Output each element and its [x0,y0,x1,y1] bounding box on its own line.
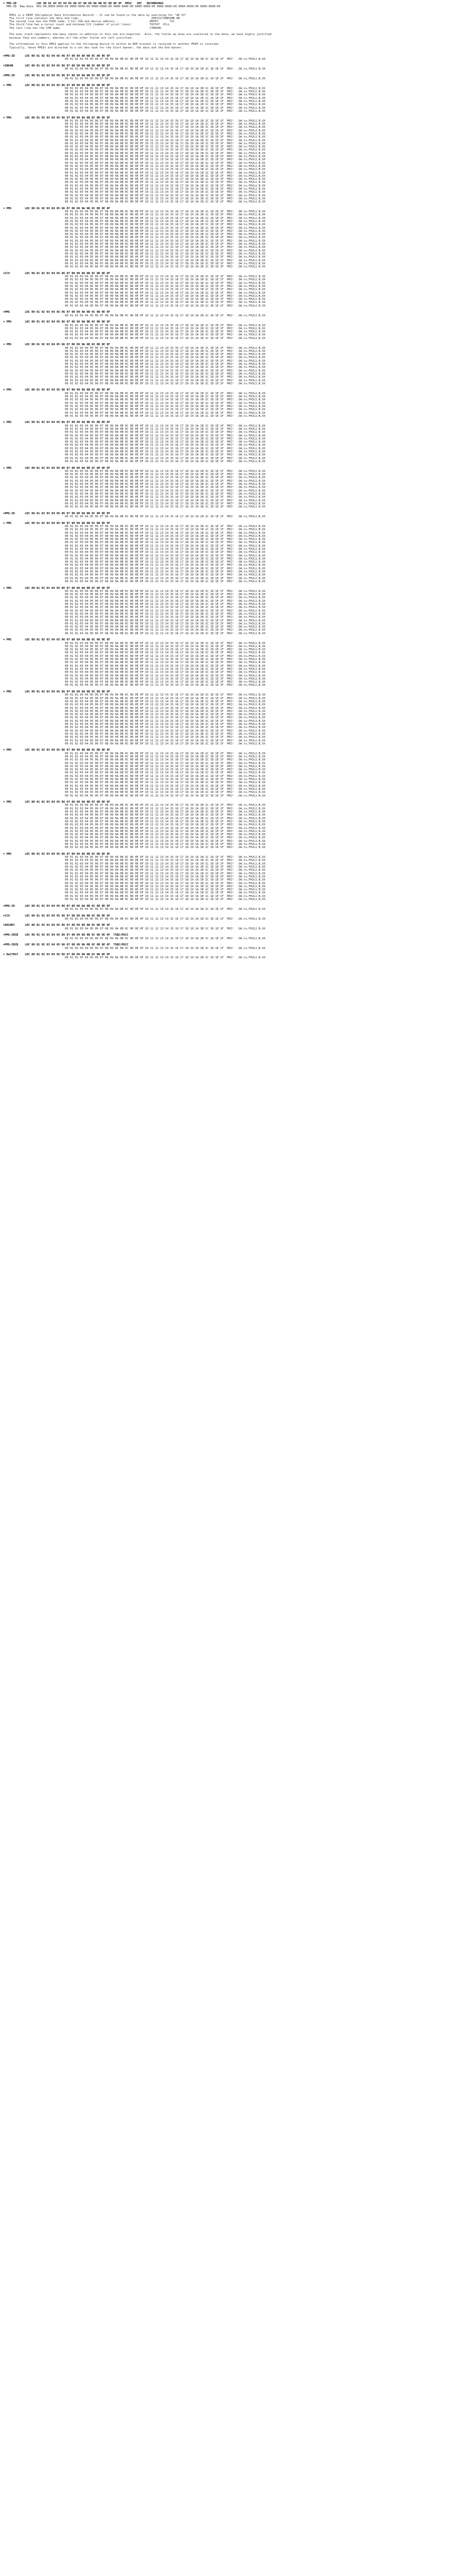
hex-row: 00 01 02 03 04 05 06 07 08 09 0A 0B 0C 0D 0E 0F 10 11 12 13 14 15 16 17 18 19 1A 1B 1C 1D 1E 1F PRI! .OA.tu.FHJL1.B.XX [3,161,266,165]
hex-row: 00 01 02 03 04 05 06 07 08 09 0A 0B 0C 0D 0E 0F 10 11 12 13 14 15 16 17 18 19 1A 1B 1C 1D 1E 1F PRI! .OA.tu.FHJL1.B.XX [3,894,266,898]
hex-row: 00 01 02 03 04 05 06 07 08 09 0A 0B 0C 0D 0E 0F 10 11 12 13 14 15 16 17 18 19 1A 1B 1C 1D 1E 1F PRI! .OA.tu.FHJL1.B.XX [3,460,266,463]
record-header: = PMS LOC 00 01 02 03 04 05 06 07 08 09 0A 0B 0C 0D 0E 0F [3,421,114,425]
record-header: =PMS-IDCB LOC 00 01 02 03 04 05 06 07 08 09 0A 0B 0C 0D 0E 0F TSB2/MSCC [3,934,129,937]
hex-row: 00 01 02 03 04 05 06 07 08 09 0A 0B 0C 0D 0E 0F 10 11 12 13 14 15 16 17 18 19 1A 1B 1C 1D 1E 1F PRI! .OA.tu.FHJL1.B.XX [3,93,266,97]
hex-row: 00 01 02 03 04 05 06 07 08 09 0A 0B 0C 0D 0E 0F 10 11 12 13 14 15 16 17 18 19 1A 1B 1C 1D 1E 1F PRI! .OA.tu.FHJL1.B.XX [3,103,266,107]
hex-row: 00 01 02 03 04 05 06 07 08 09 0A 0B 0C 0D 0E 0F 10 11 12 13 14 15 16 17 18 19 1A 1B 1C 1D 1E 1F PRI! .OA.tu.FHJL1.B.XX [3,603,266,606]
hex-row: 00 01 02 03 04 05 06 07 08 09 0A 0B 0C 0D 0E 0F 10 11 12 13 14 15 16 17 18 19 1A 1B 1C 1D 1E 1F PRI! .OA.tu.FHJL1.B.XX [3,499,266,502]
hex-row: 00 01 02 03 04 05 06 07 08 09 0A 0B 0C 0D 0E 0F 10 11 12 13 14 15 16 17 18 19 1A 1B 1C 1D 1E 1F PRI! .OA.tu.FHJL1.B.XX [3,681,266,684]
hex-row: 00 01 02 03 04 05 06 07 08 09 0A 0B 0C 0D 0E 0F 10 11 12 13 14 15 16 17 18 19 1A 1B 1C 1D 1E 1F PRI! .OA.tu.FHJL1.B.XX [3,846,266,850]
hex-row: 00 01 02 03 04 05 06 07 08 09 0A 0B 0C 0D 0E 0F 10 11 12 13 14 15 16 17 18 19 1A 1B 1C 1D 1E 1F PRI! .OA.tu.FHJL1.B.XX [3,392,266,395]
hex-row: 00 01 02 03 04 05 06 07 08 09 0A 0B 0C 0D 0E 0F 10 11 12 13 14 15 16 17 18 19 1A 1B 1C 1D 1E 1F PRI! .OA.tu.FHJL1.B.XX [3,304,266,308]
hex-row: 00 01 02 03 04 05 06 07 08 09 0A 0B 0C 0D 0E 0F 10 11 12 13 14 15 16 17 18 19 1A 1B 1C 1D 1E 1F PRI! .OA.tu.FHJL1.B.XX [3,567,266,570]
comment-line: The second line has the PSHS name, 3 bit CUA and device address... ENTRY: TIC [9,20,175,24]
hex-row: 00 01 02 03 04 05 06 07 08 09 0A 0B 0C 0D 0E 0F 10 11 12 13 14 15 16 17 18 19 1A 1B 1C 1D 1E 1F PRI! .OA.tu.FHJL1.B.XX [3,67,266,71]
hex-row: 00 01 02 03 04 05 06 07 08 09 0A 0B 0C 0D 0E 0F 10 11 12 13 14 15 16 17 18 19 1A 1B 1C 1D 1E 1F PRI! .OA.tu.FHJL1.B.XX [3,158,266,162]
hex-row: 00 01 02 03 04 05 06 07 08 09 0A 0B 0C 0D 0E 0F 10 11 12 13 14 15 16 17 18 19 1A 1B 1C 1D 1E 1F PRI! .OA.tu.FHJL1.B.XX [3,259,266,262]
hex-row: 00 01 02 03 04 05 06 07 08 09 0A 0B 0C 0D 0E 0F 10 11 12 13 14 15 16 17 18 19 1A 1B 1C 1D 1E 1F PRI! .OA.tu.FHJL1.B.XX [3,395,266,399]
record-header: = PMS LOC 00 01 02 03 04 05 06 07 08 09 0A 0B 0C 0D 0E 0F [3,343,114,347]
hex-row: 00 01 02 03 04 05 06 07 08 09 0A 0B 0C 0D 0E 0F 10 11 12 13 14 15 16 17 18 19 1A 1B 1C 1D 1E 1F PRI! .OA.tu.FHJL1.B.XX [3,589,266,593]
record-header: = PMS LOC 00 01 02 03 04 05 06 07 08 09 0A 0B 0C 0D 0E 0F [3,749,114,752]
hex-row: 00 01 02 03 04 05 06 07 08 09 0A 0B 0C 0D 0E 0F 10 11 12 13 14 15 16 17 18 19 1A 1B 1C 1D 1E 1F PRI! .OA.tu.FHJL1.B.XX [3,771,266,775]
hex-row: 00 01 02 03 04 05 06 07 08 09 0A 0B 0C 0D 0E 0F 10 11 12 13 14 15 16 17 18 19 1A 1B 1C 1D 1E 1F PRI! .OA.tu.FHJL1.B.XX [3,544,266,548]
hex-row: 00 01 02 03 04 05 06 07 08 09 0A 0B 0C 0D 0E 0F 10 11 12 13 14 15 16 17 18 19 1A 1B 1C 1D 1E 1F PRI! .OA.tu.FHJL1.B.XX [3,284,266,288]
hex-row: 00 01 02 03 04 05 06 07 08 09 0A 0B 0C 0D 0E 0F 10 11 12 13 14 15 16 17 18 19 1A 1B 1C 1D 1E 1F PRI! .OA.tu.FHJL1.B.XX [3,278,266,282]
hex-row: 00 01 02 03 04 05 06 07 08 09 0A 0B 0C 0D 0E 0F 10 11 12 13 14 15 16 17 18 19 1A 1B 1C 1D 1E 1F PRI! .OA.tu.FHJL1.B.XX [3,135,266,139]
hex-row: 00 01 02 03 04 05 06 07 08 09 0A 0B 0C 0D 0E 0F 10 11 12 13 14 15 16 17 18 19 1A 1B 1C 1D 1E 1F PRI! .OA.tu.FHJL1.B.XX [3,178,266,181]
hex-row: 00 01 02 03 04 05 06 07 08 09 0A 0B 0C 0D 0E 0F 10 11 12 13 14 15 16 17 18 19 1A 1B 1C 1D 1E 1F PRI! .OA.tu.FHJL1.B.XX [3,109,266,113]
hex-row: 00 01 02 03 04 05 06 07 08 09 0A 0B 0C 0D 0E 0F 10 11 12 13 14 15 16 17 18 19 1A 1B 1C 1D 1E 1F PRI! .OA.tu.FHJL1.B.XX [3,281,266,285]
hex-row: 00 01 02 03 04 05 06 07 08 09 0A 0B 0C 0D 0E 0F 10 11 12 13 14 15 16 17 18 19 1A 1B 1C 1D 1E 1F PRI! .OA.tu.FHJL1.B.XX [3,216,266,220]
hex-row: 00 01 02 03 04 05 06 07 08 09 0A 0B 0C 0D 0E 0F 10 11 12 13 14 15 16 17 18 19 1A 1B 1C 1D 1E 1F PRI! .OA.tu.FHJL1.B.XX [3,807,266,810]
hex-row: 00 01 02 03 04 05 06 07 08 09 0A 0B 0C 0D 0E 0F 10 11 12 13 14 15 16 17 18 19 1A 1B 1C 1D 1E 1F PRI! .OA.tu.FHJL1.B.XX [3,693,266,697]
hex-row: 00 01 02 03 04 05 06 07 08 09 0A 0B 0C 0D 0E 0F 10 11 12 13 14 15 16 17 18 19 1A 1B 1C 1D 1E 1F PRI! .OA.tu.FHJL1.B.XX [3,774,266,778]
hex-row: 00 01 02 03 04 05 06 07 08 09 0A 0B 0C 0D 0E 0F 10 11 12 13 14 15 16 17 18 19 1A 1B 1C 1D 1E 1F PRI! .OA.tu.FHJL1.B.XX [3,414,266,418]
hex-row: 00 01 02 03 04 05 06 07 08 09 0A 0B 0C 0D 0E 0F 10 11 12 13 14 15 16 17 18 19 1A 1B 1C 1D 1E 1F PRI! .OA.tu.FHJL1.B.XX [3,496,266,499]
hex-row: 00 01 02 03 04 05 06 07 08 09 0A 0B 0C 0D 0E 0F 10 11 12 13 14 15 16 17 18 19 1A 1B 1C 1D 1E 1F PRI! .OA.tu.FHJL1.B.XX [3,87,266,90]
hex-row: 00 01 02 03 04 05 06 07 08 09 0A 0B 0C 0D 0E 0F 10 11 12 13 14 15 16 17 18 19 1A 1B 1C 1D 1E 1F PRI! .OA.tu.FHJL1.B.XX [3,843,266,846]
hex-row: 00 01 02 03 04 05 06 07 08 09 0A 0B 0C 0D 0E 0F 10 11 12 13 14 15 16 17 18 19 1A 1B 1C 1D 1E 1F PRI! .OA.tu.FHJL1.B.XX [3,956,266,960]
hex-row: 00 01 02 03 04 05 06 07 08 09 0A 0B 0C 0D 0E 0F 10 11 12 13 14 15 16 17 18 19 1A 1B 1C 1D 1E 1F PRI! .OA.tu.FHJL1.B.XX [3,541,266,545]
record-header: =PMS-ID LOC 00 01 02 03 04 05 06 07 08 09 0A 0B 0C 0D 0E 0F [3,74,114,77]
hex-row: 00 01 02 03 04 05 06 07 08 09 0A 0B 0C 0D 0E 0F 10 11 12 13 14 15 16 17 18 19 1A 1B 1C 1D 1E 1F PRI! .OA.tu.FHJL1.B.XX [3,275,266,279]
record-header: = PMS LOC 00 01 02 03 04 05 06 07 08 09 0A 0B 0C 0D 0E 0F [3,116,114,120]
hex-row: 00 01 02 03 04 05 06 07 08 09 0A 0B 0C 0D 0E 0F 10 11 12 13 14 15 16 17 18 19 1A 1B 1C 1D 1E 1F PRI! .OA.tu.FHJL1.B.XX [3,447,266,450]
hex-row: 00 01 02 03 04 05 06 07 08 09 0A 0B 0C 0D 0E 0F 10 11 12 13 14 15 16 17 18 19 1A 1B 1C 1D 1E 1F PRI! .OA.tu.FHJL1.B.XX [3,648,266,652]
record-header: =IB04B LOC 00 01 02 03 04 05 06 07 08 09 0A 0B 0C 0D 0E 0F [3,64,114,67]
record-header: = PMS LOC 00 01 02 03 04 05 06 07 08 09 0A 0B 0C 0D 0E 0F [3,320,114,324]
hex-row: 00 01 02 03 04 05 06 07 08 09 0A 0B 0C 0D 0E 0F 10 11 12 13 14 15 16 17 18 19 1A 1B 1C 1D 1E 1F PRI! .OA.tu.FHJL1.B.XX [3,862,266,866]
hex-row: 00 01 02 03 04 05 06 07 08 09 0A 0B 0C 0D 0E 0F 10 11 12 13 14 15 16 17 18 19 1A 1B 1C 1D 1E 1F PRI! .OA.tu.FHJL1.B.XX [3,765,266,768]
hex-row: 00 01 02 03 04 05 06 07 08 09 0A 0B 0C 0D 0E 0F 10 11 12 13 14 15 16 17 18 19 1A 1B 1C 1D 1E 1F PRI! .OA.tu.FHJL1.B.XX [3,580,266,583]
hex-row: 00 01 02 03 04 05 06 07 08 09 0A 0B 0C 0D 0E 0F 10 11 12 13 14 15 16 17 18 19 1A 1B 1C 1D 1E 1F PRI! .OA.tu.FHJL1.B.XX [3,440,266,444]
hex-row: 00 01 02 03 04 05 06 07 08 09 0A 0B 0C 0D 0E 0F 10 11 12 13 14 15 16 17 18 19 1A 1B 1C 1D 1E 1F PRI! .OA.tu.FHJL1.B.XX [3,697,266,700]
hex-row: 00 01 02 03 04 05 06 07 08 09 0A 0B 0C 0D 0E 0F 10 11 12 13 14 15 16 17 18 19 1A 1B 1C 1D 1E 1F PRI! .OA.tu.FHJL1.B.XX [3,181,266,184]
hex-row: 00 01 02 03 04 05 06 07 08 09 0A 0B 0C 0D 0E 0F 10 11 12 13 14 15 16 17 18 19 1A 1B 1C 1D 1E 1F PRI! .OA.tu.FHJL1.B.XX [3,223,266,227]
hex-row: 00 01 02 03 04 05 06 07 08 09 0A 0B 0C 0D 0E 0F 10 11 12 13 14 15 16 17 18 19 1A 1B 1C 1D 1E 1F PRI! .OA.tu.FHJL1.B.XX [3,651,266,655]
hex-row: 00 01 02 03 04 05 06 07 08 09 0A 0B 0C 0D 0E 0F 10 11 12 13 14 15 16 17 18 19 1A 1B 1C 1D 1E 1F PRI! .OA.tu.FHJL1.B.XX [3,732,266,736]
hex-row: 00 01 02 03 04 05 06 07 08 09 0A 0B 0C 0D 0E 0F 10 11 12 13 14 15 16 17 18 19 1A 1B 1C 1D 1E 1F PRI! .OA.tu.FHJL1.B.XX [3,531,266,535]
hex-row: 00 01 02 03 04 05 06 07 08 09 0A 0B 0C 0D 0E 0F 10 11 12 13 14 15 16 17 18 19 1A 1B 1C 1D 1E 1F PRI! .OA.tu.FHJL1.B.XX [3,716,266,720]
hex-row: 00 01 02 03 04 05 06 07 08 09 0A 0B 0C 0D 0E 0F 10 11 12 13 14 15 16 17 18 19 1A 1B 1C 1D 1E 1F PRI! .OA.tu.FHJL1.B.XX [3,826,266,830]
hex-row: 00 01 02 03 04 05 06 07 08 09 0A 0B 0C 0D 0E 0F 10 11 12 13 14 15 16 17 18 19 1A 1B 1C 1D 1E 1F PRI! .OA.tu.FHJL1.B.XX [3,829,266,833]
hex-row: 00 01 02 03 04 05 06 07 08 09 0A 0B 0C 0D 0E 0F 10 11 12 13 14 15 16 17 18 19 1A 1B 1C 1D 1E 1F PRI! .OA.tu.FHJL1.B.XX [3,561,266,564]
hex-row: 00 01 02 03 04 05 06 07 08 09 0A 0B 0C 0D 0E 0F 10 11 12 13 14 15 16 17 18 19 1A 1B 1C 1D 1E 1F PRI! .OA.tu.FHJL1.B.XX [3,524,266,528]
comment-line: The exec stack represents how many copies in addition to this one are expected. Also, the fields we know are scattered in the data, we have highly justified [9,33,272,37]
hex-row: 00 01 02 03 04 05 06 07 08 09 0A 0B 0C 0D 0E 0F 10 11 12 13 14 15 16 17 18 19 1A 1B 1C 1D 1E 1F PRI! .OA.tu.FHJL1.B.XX [3,778,266,782]
record-header: = PMS LOC 00 01 02 03 04 05 06 07 08 09 0A 0B 0C 0D 0E 0F [3,521,114,525]
hex-row: 00 01 02 03 04 05 06 07 08 09 0A 0B 0C 0D 0E 0F 10 11 12 13 14 15 16 17 18 19 1A 1B 1C 1D 1E 1F PRI! .OA.tu.FHJL1.B.XX [3,619,266,622]
hex-row: 00 01 02 03 04 05 06 07 08 09 0A 0B 0C 0D 0E 0F 10 11 12 13 14 15 16 17 18 19 1A 1B 1C 1D 1E 1F PRI! .OA.tu.FHJL1.B.XX [3,191,266,194]
hex-row: 00 01 02 03 04 05 06 07 08 09 0A 0B 0C 0D 0E 0F 10 11 12 13 14 15 16 17 18 19 1A 1B 1C 1D 1E 1F PRI! .OA.tu.FHJL1.B.XX [3,917,266,921]
hex-row: 00 01 02 03 04 05 06 07 08 09 0A 0B 0C 0D 0E 0F 10 11 12 13 14 15 16 17 18 19 1A 1B 1C 1D 1E 1F PRI! .OA.tu.FHJL1.B.XX [3,356,266,360]
hex-row: 00 01 02 03 04 05 06 07 08 09 0A 0B 0C 0D 0E 0F 10 11 12 13 14 15 16 17 18 19 1A 1B 1C 1D 1E 1F PRI! .OA.tu.FHJL1.B.XX [3,372,266,376]
header-line-2: PMS-ID Raw Data 001-00:0000-0000:00 0000-0000:00 0000-0000:00 0000-0000:00 0000-0000:00 0000-0000:00 0000-0000:00 0000-0000:00 [3,5,220,9]
hex-row: 00 01 02 03 04 05 06 07 08 09 0A 0B 0C 0D 0E 0F 10 11 12 13 14 15 16 17 18 19 1A 1B 1C 1D 1E 1F PRI! .OA.tu.FHJL1.B.XX [3,599,266,603]
hex-row: 00 01 02 03 04 05 06 07 08 09 0A 0B 0C 0D 0E 0F 10 11 12 13 14 15 16 17 18 19 1A 1B 1C 1D 1E 1F PRI! .OA.tu.FHJL1.B.XX [3,515,266,519]
hex-row: 00 01 02 03 04 05 06 07 08 09 0A 0B 0C 0D 0E 0F 10 11 12 13 14 15 16 17 18 19 1A 1B 1C 1D 1E 1F PRI! .OA.tu.FHJL1.B.XX [3,366,266,369]
record-header: =PMS-ID LOC 00 01 02 03 04 05 06 07 08 09 0A 0B 0C 0D 0E 0F [3,904,114,908]
hex-row: 00 01 02 03 04 05 06 07 08 09 0A 0B 0C 0D 0E 0F 10 11 12 13 14 15 16 17 18 19 1A 1B 1C 1D 1E 1F PRI! .OA.tu.FHJL1.B.XX [3,336,266,340]
hex-row: 00 01 02 03 04 05 06 07 08 09 0A 0B 0C 0D 0E 0F 10 11 12 13 14 15 16 17 18 19 1A 1B 1C 1D 1E 1F PRI! .OA.tu.FHJL1.B.XX [3,424,266,428]
hex-row: 00 01 02 03 04 05 06 07 08 09 0A 0B 0C 0D 0E 0F 10 11 12 13 14 15 16 17 18 19 1A 1B 1C 1D 1E 1F PRI! .OA.tu.FHJL1.B.XX [3,755,266,758]
hex-row: 00 01 02 03 04 05 06 07 08 09 0A 0B 0C 0D 0E 0F 10 11 12 13 14 15 16 17 18 19 1A 1B 1C 1D 1E 1F PRI! .OA.tu.FHJL1.B.XX [3,119,266,123]
hex-row: 00 01 02 03 04 05 06 07 08 09 0A 0B 0C 0D 0E 0F 10 11 12 13 14 15 16 17 18 19 1A 1B 1C 1D 1E 1F PRI! .OA.tu.FHJL1.B.XX [3,106,266,110]
hex-row: 00 01 02 03 04 05 06 07 08 09 0A 0B 0C 0D 0E 0F 10 11 12 13 14 15 16 17 18 19 1A 1B 1C 1D 1E 1F PRI! .OA.tu.FHJL1.B.XX [3,719,266,723]
hex-row: 00 01 02 03 04 05 06 07 08 09 0A 0B 0C 0D 0E 0F 10 11 12 13 14 15 16 17 18 19 1A 1B 1C 1D 1E 1F PRI! .OA.tu.FHJL1.B.XX [3,573,266,577]
hex-row: 00 01 02 03 04 05 06 07 08 09 0A 0B 0C 0D 0E 0F 10 11 12 13 14 15 16 17 18 19 1A 1B 1C 1D 1E 1F PRI! .OA.tu.FHJL1.B.XX [3,77,266,80]
hex-row: 00 01 02 03 04 05 06 07 08 09 0A 0B 0C 0D 0E 0F 10 11 12 13 14 15 16 17 18 19 1A 1B 1C 1D 1E 1F PRI! .OA.tu.FHJL1.B.XX [3,164,266,168]
hex-row: 00 01 02 03 04 05 06 07 08 09 0A 0B 0C 0D 0E 0F 10 11 12 13 14 15 16 17 18 19 1A 1B 1C 1D 1E 1F PRI! .OA.tu.FHJL1.B.XX [3,528,266,532]
hex-row: 00 01 02 03 04 05 06 07 08 09 0A 0B 0C 0D 0E 0F 10 11 12 13 14 15 16 17 18 19 1A 1B 1C 1D 1E 1F PRI! .OA.tu.FHJL1.B.XX [3,479,266,483]
hex-row: 00 01 02 03 04 05 06 07 08 09 0A 0B 0C 0D 0E 0F 10 11 12 13 14 15 16 17 18 19 1A 1B 1C 1D 1E 1F PRI! .OA.tu.FHJL1.B.XX [3,742,266,745]
hex-row: 00 01 02 03 04 05 06 07 08 09 0A 0B 0C 0D 0E 0F 10 11 12 13 14 15 16 17 18 19 1A 1B 1C 1D 1E 1F PRI! .OA.tu.FHJL1.B.XX [3,729,266,733]
hex-row: 00 01 02 03 04 05 06 07 08 09 0A 0B 0C 0D 0E 0F 10 11 12 13 14 15 16 17 18 19 1A 1B 1C 1D 1E 1F PRI! .OA.tu.FHJL1.B.XX [3,236,266,240]
hex-row: 00 01 02 03 04 05 06 07 08 09 0A 0B 0C 0D 0E 0F 10 11 12 13 14 15 16 17 18 19 1A 1B 1C 1D 1E 1F PRI! .OA.tu.FHJL1.B.XX [3,885,266,888]
hex-row: 00 01 02 03 04 05 06 07 08 09 0A 0B 0C 0D 0E 0F 10 11 12 13 14 15 16 17 18 19 1A 1B 1C 1D 1E 1F PRI! .OA.tu.FHJL1.B.XX [3,453,266,457]
hex-row: 00 01 02 03 04 05 06 07 08 09 0A 0B 0C 0D 0E 0F 10 11 12 13 14 15 16 17 18 19 1A 1B 1C 1D 1E 1F PRI! .OA.tu.FHJL1.B.XX [3,538,266,541]
hex-row: 00 01 02 03 04 05 06 07 08 09 0A 0B 0C 0D 0E 0F 10 11 12 13 14 15 16 17 18 19 1A 1B 1C 1D 1E 1F PRI! .OA.tu.FHJL1.B.XX [3,188,266,191]
hex-row: 00 01 02 03 04 05 06 07 08 09 0A 0B 0C 0D 0E 0F 10 11 12 13 14 15 16 17 18 19 1A 1B 1C 1D 1E 1F PRI! .OA.tu.FHJL1.B.XX [3,622,266,625]
record-header: = PMS LOC 00 01 02 03 04 05 06 07 08 09 0A 0B 0C 0D 0E 0F [3,586,114,590]
record-header: =PMS LOC 00 01 02 03 04 05 06 07 08 09 0A 0B 0C 0D 0E 0F [3,311,114,314]
hex-row: 00 01 02 03 04 05 06 07 08 09 0A 0B 0C 0D 0E 0F 10 11 12 13 14 15 16 17 18 19 1A 1B 1C 1D 1E 1F PRI! .OA.tu.FHJL1.B.XX [3,557,266,561]
record-header: =PMS-ID LOC 00 01 02 03 04 05 06 07 08 09 0A 0B 0C 0D 0E 0F [3,54,114,58]
hex-row: 00 01 02 03 04 05 06 07 08 09 0A 0B 0C 0D 0E 0F 10 11 12 13 14 15 16 17 18 19 1A 1B 1C 1D 1E 1F PRI! .OA.tu.FHJL1.B.XX [3,486,266,489]
hex-row: 00 01 02 03 04 05 06 07 08 09 0A 0B 0C 0D 0E 0F 10 11 12 13 14 15 16 17 18 19 1A 1B 1C 1D 1E 1F PRI! .OA.tu.FHJL1.B.XX [3,401,266,405]
hex-row: 00 01 02 03 04 05 06 07 08 09 0A 0B 0C 0D 0E 0F 10 11 12 13 14 15 16 17 18 19 1A 1B 1C 1D 1E 1F PRI! .OA.tu.FHJL1.B.XX [3,817,266,820]
hex-row: 00 01 02 03 04 05 06 07 08 09 0A 0B 0C 0D 0E 0F 10 11 12 13 14 15 16 17 18 19 1A 1B 1C 1D 1E 1F PRI! .OA.tu.FHJL1.B.XX [3,787,266,791]
hex-row: 00 01 02 03 04 05 06 07 08 09 0A 0B 0C 0D 0E 0F 10 11 12 13 14 15 16 17 18 19 1A 1B 1C 1D 1E 1F PRI! .OA.tu.FHJL1.B.XX [3,820,266,823]
hex-row: 00 01 02 03 04 05 06 07 08 09 0A 0B 0C 0D 0E 0F 10 11 12 13 14 15 16 17 18 19 1A 1B 1C 1D 1E 1F PRI! .OA.tu.FHJL1.B.XX [3,408,266,412]
hex-row: 00 01 02 03 04 05 06 07 08 09 0A 0B 0C 0D 0E 0F 10 11 12 13 14 15 16 17 18 19 1A 1B 1C 1D 1E 1F PRI! .OA.tu.FHJL1.B.XX [3,213,266,217]
hex-row: 00 01 02 03 04 05 06 07 08 09 0A 0B 0C 0D 0E 0F 10 11 12 13 14 15 16 17 18 19 1A 1B 1C 1D 1E 1F PRI! .OA.tu.FHJL1.B.XX [3,301,266,304]
hex-row: 00 01 02 03 04 05 06 07 08 09 0A 0B 0C 0D 0E 0F 10 11 12 13 14 15 16 17 18 19 1A 1B 1C 1D 1E 1F PRI! .OA.tu.FHJL1.B.XX [3,483,266,486]
hex-row: 00 01 02 03 04 05 06 07 08 09 0A 0B 0C 0D 0E 0F 10 11 12 13 14 15 16 17 18 19 1A 1B 1C 1D 1E 1F PRI! .OA.tu.FHJL1.B.XX [3,437,266,440]
hex-row: 00 01 02 03 04 05 06 07 08 09 0A 0B 0C 0D 0E 0F 10 11 12 13 14 15 16 17 18 19 1A 1B 1C 1D 1E 1F PRI! .OA.tu.FHJL1.B.XX [3,674,266,677]
hex-row: 00 01 02 03 04 05 06 07 08 09 0A 0B 0C 0D 0E 0F 10 11 12 13 14 15 16 17 18 19 1A 1B 1C 1D 1E 1F PRI! .OA.tu.FHJL1.B.XX [3,139,266,142]
hex-row: 00 01 02 03 04 05 06 07 08 09 0A 0B 0C 0D 0E 0F 10 11 12 13 14 15 16 17 18 19 1A 1B 1C 1D 1E 1F PRI! .OA.tu.FHJL1.B.XX [3,739,266,742]
hex-row: 00 01 02 03 04 05 06 07 08 09 0A 0B 0C 0D 0E 0F 10 11 12 13 14 15 16 17 18 19 1A 1B 1C 1D 1E 1F PRI! .OA.tu.FHJL1.B.XX [3,645,266,648]
hex-row: 00 01 02 03 04 05 06 07 08 09 0A 0B 0C 0D 0E 0F 10 11 12 13 14 15 16 17 18 19 1A 1B 1C 1D 1E 1F PRI! .OA.tu.FHJL1.B.XX [3,411,266,415]
hex-row: 00 01 02 03 04 05 06 07 08 09 0A 0B 0C 0D 0E 0F 10 11 12 13 14 15 16 17 18 19 1A 1B 1C 1D 1E 1F PRI! .OA.tu.FHJL1.B.XX [3,898,266,902]
hex-row: 00 01 02 03 04 05 06 07 08 09 0A 0B 0C 0D 0E 0F 10 11 12 13 14 15 16 17 18 19 1A 1B 1C 1D 1E 1F PRI! .OA.tu.FHJL1.B.XX [3,132,266,135]
hex-row: 00 01 02 03 04 05 06 07 08 09 0A 0B 0C 0D 0E 0F 10 11 12 13 14 15 16 17 18 19 1A 1B 1C 1D 1E 1F PRI! .OA.tu.FHJL1.B.XX [3,641,266,645]
hex-row: 00 01 02 03 04 05 06 07 08 09 0A 0B 0C 0D 0E 0F 10 11 12 13 14 15 16 17 18 19 1A 1B 1C 1D 1E 1F PRI! .OA.tu.FHJL1.B.XX [3,126,266,129]
hex-row: 00 01 02 03 04 05 06 07 08 09 0A 0B 0C 0D 0E 0F 10 11 12 13 14 15 16 17 18 19 1A 1B 1C 1D 1E 1F PRI! .OA.tu.FHJL1.B.XX [3,226,266,230]
record-header: = PMS LOC 00 01 02 03 04 05 06 07 08 09 0A 0B 0C 0D 0E 0F [3,207,114,210]
hex-row: 00 01 02 03 04 05 06 07 08 09 0A 0B 0C 0D 0E 0F 10 11 12 13 14 15 16 17 18 19 1A 1B 1C 1D 1E 1F PRI! .OA.tu.FHJL1.B.XX [3,233,266,236]
comment-line: Typically, these PMSIs are directed to a set dev task for the Start banner, the data and the End banner. [9,46,183,49]
hex-row: 00 01 02 03 04 05 06 07 08 09 0A 0B 0C 0D 0E 0F 10 11 12 13 14 15 16 17 18 19 1A 1B 1C 1D 1E 1F PRI! .OA.tu.FHJL1.B.XX [3,534,266,538]
hex-row: 00 01 02 03 04 05 06 07 08 09 0A 0B 0C 0D 0E 0F 10 11 12 13 14 15 16 17 18 19 1A 1B 1C 1D 1E 1F PRI! .OA.tu.FHJL1.B.XX [3,661,266,665]
record-header: =CCV LOC 00 01 02 03 04 05 06 07 08 09 0A 0B 0C 0D 0E 0F [3,914,114,918]
record-list [3,55,454,963]
hex-row: 00 01 02 03 04 05 06 07 08 09 0A 0B 0C 0D 0E 0F 10 11 12 13 14 15 16 17 18 19 1A 1B 1C 1D 1E 1F PRI! .OA.tu.FHJL1.B.XX [3,577,266,580]
hex-row: 00 01 02 03 04 05 06 07 08 09 0A 0B 0C 0D 0E 0F 10 11 12 13 14 15 16 17 18 19 1A 1B 1C 1D 1E 1F PRI! .OA.tu.FHJL1.B.XX [3,625,266,629]
hex-row: 00 01 02 03 04 05 06 07 08 09 0A 0B 0C 0D 0E 0F 10 11 12 13 14 15 16 17 18 19 1A 1B 1C 1D 1E 1F PRI! .OA.tu.FHJL1.B.XX [3,709,266,713]
hex-row: 00 01 02 03 04 05 06 07 08 09 0A 0B 0C 0D 0E 0F 10 11 12 13 14 15 16 17 18 19 1A 1B 1C 1D 1E 1F PRI! .OA.tu.FHJL1.B.XX [3,469,266,473]
hex-row: 00 01 02 03 04 05 06 07 08 09 0A 0B 0C 0D 0E 0F 10 11 12 13 14 15 16 17 18 19 1A 1B 1C 1D 1E 1F PRI! .OA.tu.FHJL1.B.XX [3,551,266,554]
hex-row: 00 01 02 03 04 05 06 07 08 09 0A 0B 0C 0D 0E 0F 10 11 12 13 14 15 16 17 18 19 1A 1B 1C 1D 1E 1F PRI! .OA.tu.FHJL1.B.XX [3,369,266,372]
comment-block [3,14,454,49]
hex-row: 00 01 02 03 04 05 06 07 08 09 0A 0B 0C 0D 0E 0F 10 11 12 13 14 15 16 17 18 19 1A 1B 1C 1D 1E 1F PRI! .OA.tu.FHJL1.B.XX [3,398,266,402]
hex-row: 00 01 02 03 04 05 06 07 08 09 0A 0B 0C 0D 0E 0F 10 11 12 13 14 15 16 17 18 19 1A 1B 1C 1D 1E 1F PRI! .OA.tu.FHJL1.B.XX [3,723,266,726]
hex-row: 00 01 02 03 04 05 06 07 08 09 0A 0B 0C 0D 0E 0F 10 11 12 13 14 15 16 17 18 19 1A 1B 1C 1D 1E 1F PRI! .OA.tu.FHJL1.B.XX [3,298,266,301]
comment-line: The first line contains the date and time... 20H131730NHJMB HB [9,16,180,20]
hex-row: 00 01 02 03 04 05 06 07 08 09 0A 0B 0C 0D 0E 0F 10 11 12 13 14 15 16 17 18 19 1A 1B 1C 1D 1E 1F PRI! .OA.tu.FHJL1.B.XX [3,758,266,762]
hex-row: 00 01 02 03 04 05 06 07 08 09 0A 0B 0C 0D 0E 0F 10 11 12 13 14 15 16 17 18 19 1A 1B 1C 1D 1E 1F PRI! .OA.tu.FHJL1.B.XX [3,664,266,668]
hex-row: 00 01 02 03 04 05 06 07 08 09 0A 0B 0C 0D 0E 0F 10 11 12 13 14 15 16 17 18 19 1A 1B 1C 1D 1E 1F PRI! .OA.tu.FHJL1.B.XX [3,220,266,223]
comment-line: because they are numbers, whereas all the other fields are left justified. [9,36,133,40]
hex-row: 00 01 02 03 04 05 06 07 08 09 0A 0B 0C 0D 0E 0F 10 11 12 13 14 15 16 17 18 19 1A 1B 1C 1D 1E 1F PRI! .OA.tu.FHJL1.B.XX [3,632,266,635]
hex-row: 00 01 02 03 04 05 06 07 08 09 0A 0B 0C 0D 0E 0F 10 11 12 13 14 15 16 17 18 19 1A 1B 1C 1D 1E 1F PRI! .OA.tu.FHJL1.B.XX [3,752,266,755]
hex-row: 00 01 02 03 04 05 06 07 08 09 0A 0B 0C 0D 0E 0F 10 11 12 13 14 15 16 17 18 19 1A 1B 1C 1D 1E 1F PRI! .OA.tu.FHJL1.B.XX [3,869,266,872]
hex-row: 00 01 02 03 04 05 06 07 08 09 0A 0B 0C 0D 0E 0F 10 11 12 13 14 15 16 17 18 19 1A 1B 1C 1D 1E 1F PRI! .OA.tu.FHJL1.B.XX [3,200,266,204]
hex-row: 00 01 02 03 04 05 06 07 08 09 0A 0B 0C 0D 0E 0F 10 11 12 13 14 15 16 17 18 19 1A 1B 1C 1D 1E 1F PRI! .OA.tu.FHJL1.B.XX [3,654,266,658]
hex-row: 00 01 02 03 04 05 06 07 08 09 0A 0B 0C 0D 0E 0F 10 11 12 13 14 15 16 17 18 19 1A 1B 1C 1D 1E 1F PRI! .OA.tu.FHJL1.B.XX [3,243,266,246]
hex-row: 00 01 02 03 04 05 06 07 08 09 0A 0B 0C 0D 0E 0F 10 11 12 13 14 15 16 17 18 19 1A 1B 1C 1D 1E 1F PRI! .OA.tu.FHJL1.B.XX [3,294,266,298]
comment-line: The third line has a cursor count and minimum I/O (number of print lines) TVSTAT VCLL [9,23,170,27]
hex-row: 00 01 02 03 04 05 06 07 08 09 0A 0B 0C 0D 0E 0F 10 11 12 13 14 15 16 17 18 19 1A 1B 1C 1D 1E 1F PRI! .OA.tu.FHJL1.B.XX [3,450,266,454]
hex-row: 00 01 02 03 04 05 06 07 08 09 0A 0B 0C 0D 0E 0F 10 11 12 13 14 15 16 17 18 19 1A 1B 1C 1D 1E 1F PRI! .OA.tu.FHJL1.B.XX [3,197,266,200]
hex-row: 00 01 02 03 04 05 06 07 08 09 0A 0B 0C 0D 0E 0F 10 11 12 13 14 15 16 17 18 19 1A 1B 1C 1D 1E 1F PRI! .OA.tu.FHJL1.B.XX [3,781,266,785]
hex-row: 00 01 02 03 04 05 06 07 08 09 0A 0B 0C 0D 0E 0F 10 11 12 13 14 15 16 17 18 19 1A 1B 1C 1D 1E 1F PRI! .OA.tu.FHJL1.B.XX [3,363,266,366]
hex-row: 00 01 02 03 04 05 06 07 08 09 0A 0B 0C 0D 0E 0F 10 11 12 13 14 15 16 17 18 19 1A 1B 1C 1D 1E 1F PRI! .OA.tu.FHJL1.B.XX [3,671,266,674]
hex-row: 00 01 02 03 04 05 06 07 08 09 0A 0B 0C 0D 0E 0F 10 11 12 13 14 15 16 17 18 19 1A 1B 1C 1D 1E 1F PRI! .OA.tu.FHJL1.B.XX [3,265,266,269]
hex-row: 00 01 02 03 04 05 06 07 08 09 0A 0B 0C 0D 0E 0F 10 11 12 13 14 15 16 17 18 19 1A 1B 1C 1D 1E 1F PRI! .OA.tu.FHJL1.B.XX [3,761,266,765]
hex-row: 00 01 02 03 04 05 06 07 08 09 0A 0B 0C 0D 0E 0F 10 11 12 13 14 15 16 17 18 19 1A 1B 1C 1D 1E 1F PRI! .OA.tu.FHJL1.B.XX [3,872,266,875]
hex-row: 00 01 02 03 04 05 06 07 08 09 0A 0B 0C 0D 0E 0F 10 11 12 13 14 15 16 17 18 19 1A 1B 1C 1D 1E 1F PRI! .OA.tu.FHJL1.B.XX [3,444,266,447]
hex-row: 00 01 02 03 04 05 06 07 08 09 0A 0B 0C 0D 0E 0F 10 11 12 13 14 15 16 17 18 19 1A 1B 1C 1D 1E 1F PRI! .OA.tu.FHJL1.B.XX [3,888,266,892]
hex-row: 00 01 02 03 04 05 06 07 08 09 0A 0B 0C 0D 0E 0F 10 11 12 13 14 15 16 17 18 19 1A 1B 1C 1D 1E 1F PRI! .OA.tu.FHJL1.B.XX [3,434,266,437]
hex-row: 00 01 02 03 04 05 06 07 08 09 0A 0B 0C 0D 0E 0F 10 11 12 13 14 15 16 17 18 19 1A 1B 1C 1D 1E 1F PRI! .OA.tu.FHJL1.B.XX [3,145,266,149]
hex-row: 00 01 02 03 04 05 06 07 08 09 0A 0B 0C 0D 0E 0F 10 11 12 13 14 15 16 17 18 19 1A 1B 1C 1D 1E 1F PRI! .OA.tu.FHJL1.B.XX [3,100,266,104]
hex-row: 00 01 02 03 04 05 06 07 08 09 0A 0B 0C 0D 0E 0F 10 11 12 13 14 15 16 17 18 19 1A 1B 1C 1D 1E 1F PRI! .OA.tu.FHJL1.B.XX [3,736,266,739]
hex-row: 00 01 02 03 04 05 06 07 08 09 0A 0B 0C 0D 0E 0F 10 11 12 13 14 15 16 17 18 19 1A 1B 1C 1D 1E 1F PRI! .OA.tu.FHJL1.B.XX [3,606,266,609]
record-header: = PMS LOC 00 01 02 03 04 05 06 07 08 09 0A 0B 0C 0D 0E 0F [3,388,114,392]
hex-row: 00 01 02 03 04 05 06 07 08 09 0A 0B 0C 0D 0E 0F 10 11 12 13 14 15 16 17 18 19 1A 1B 1C 1D 1E 1F PRI! .OA.tu.FHJL1.B.XX [3,431,266,434]
hex-row: 00 01 02 03 04 05 06 07 08 09 0A 0B 0C 0D 0E 0F 10 11 12 13 14 15 16 17 18 19 1A 1B 1C 1D 1E 1F PRI! .OA.tu.FHJL1.B.XX [3,804,266,807]
hex-row: 00 01 02 03 04 05 06 07 08 09 0A 0B 0C 0D 0E 0F 10 11 12 13 14 15 16 17 18 19 1A 1B 1C 1D 1E 1F PRI! .OA.tu.FHJL1.B.XX [3,346,266,350]
hex-row: 00 01 02 03 04 05 06 07 08 09 0A 0B 0C 0D 0E 0F 10 11 12 13 14 15 16 17 18 19 1A 1B 1C 1D 1E 1F PRI! .OA.tu.FHJL1.B.XX [3,349,266,353]
hex-row: 00 01 02 03 04 05 06 07 08 09 0A 0B 0C 0D 0E 0F 10 11 12 13 14 15 16 17 18 19 1A 1B 1C 1D 1E 1F PRI! .OA.tu.FHJL1.B.XX [3,476,266,480]
hex-row: 00 01 02 03 04 05 06 07 08 09 0A 0B 0C 0D 0E 0F 10 11 12 13 14 15 16 17 18 19 1A 1B 1C 1D 1E 1F PRI! .OA.tu.FHJL1.B.XX [3,823,266,827]
hex-row: 00 01 02 03 04 05 06 07 08 09 0A 0B 0C 0D 0E 0F 10 11 12 13 14 15 16 17 18 19 1A 1B 1C 1D 1E 1F PRI! .OA.tu.FHJL1.B.XX [3,891,266,895]
hex-row: 00 01 02 03 04 05 06 07 08 09 0A 0B 0C 0D 0E 0F 10 11 12 13 14 15 16 17 18 19 1A 1B 1C 1D 1E 1F PRI! .OA.tu.FHJL1.B.XX [3,866,266,869]
hex-row: 00 01 02 03 04 05 06 07 08 09 0A 0B 0C 0D 0E 0F 10 11 12 13 14 15 16 17 18 19 1A 1B 1C 1D 1E 1F PRI! .OA.tu.FHJL1.B.XX [3,629,266,632]
hex-row: 00 01 02 03 04 05 06 07 08 09 0A 0B 0C 0D 0E 0F 10 11 12 13 14 15 16 17 18 19 1A 1B 1C 1D 1E 1F PRI! .OA.tu.FHJL1.B.XX [3,658,266,662]
hex-row: 00 01 02 03 04 05 06 07 08 09 0A 0B 0C 0D 0E 0F 10 11 12 13 14 15 16 17 18 19 1A 1B 1C 1D 1E 1F PRI! .OA.tu.FHJL1.B.XX [3,376,266,379]
record-header: = PMS LOC 00 01 02 03 04 05 06 07 08 09 0A 0B 0C 0D 0E 0F [3,801,114,804]
hex-row: 00 01 02 03 04 05 06 07 08 09 0A 0B 0C 0D 0E 0F 10 11 12 13 14 15 16 17 18 19 1A 1B 1C 1D 1E 1F PRI! .OA.tu.FHJL1.B.XX [3,502,266,505]
hex-row: 00 01 02 03 04 05 06 07 08 09 0A 0B 0C 0D 0E 0F 10 11 12 13 14 15 16 17 18 19 1A 1B 1C 1D 1E 1F PRI! .OA.tu.FHJL1.B.XX [3,570,266,574]
hex-row: 00 01 02 03 04 05 06 07 08 09 0A 0B 0C 0D 0E 0F 10 11 12 13 14 15 16 17 18 19 1A 1B 1C 1D 1E 1F PRI! .OA.tu.FHJL1.B.XX [3,489,266,493]
hex-row: 00 01 02 03 04 05 06 07 08 09 0A 0B 0C 0D 0E 0F 10 11 12 13 14 15 16 17 18 19 1A 1B 1C 1D 1E 1F PRI! .OA.tu.FHJL1.B.XX [3,839,266,843]
hex-row: 00 01 02 03 04 05 06 07 08 09 0A 0B 0C 0D 0E 0F 10 11 12 13 14 15 16 17 18 19 1A 1B 1C 1D 1E 1F PRI! .OA.tu.FHJL1.B.XX [3,593,266,597]
hex-row: 00 01 02 03 04 05 06 07 08 09 0A 0B 0C 0D 0E 0F 10 11 12 13 14 15 16 17 18 19 1A 1B 1C 1D 1E 1F PRI! .OA.tu.FHJL1.B.XX [3,379,266,382]
hex-row: 00 01 02 03 04 05 06 07 08 09 0A 0B 0C 0D 0E 0F 10 11 12 13 14 15 16 17 18 19 1A 1B 1C 1D 1E 1F PRI! .OA.tu.FHJL1.B.XX [3,616,266,619]
hex-row: 00 01 02 03 04 05 06 07 08 09 0A 0B 0C 0D 0E 0F 10 11 12 13 14 15 16 17 18 19 1A 1B 1C 1D 1E 1F PRI! .OA.tu.FHJL1.B.XX [3,96,266,100]
hex-row: 00 01 02 03 04 05 06 07 08 09 0A 0B 0C 0D 0E 0F 10 11 12 13 14 15 16 17 18 19 1A 1B 1C 1D 1E 1F PRI! .OA.tu.FHJL1.B.XX [3,814,266,817]
hex-row: 00 01 02 03 04 05 06 07 08 09 0A 0B 0C 0D 0E 0F 10 11 12 13 14 15 16 17 18 19 1A 1B 1C 1D 1E 1F PRI! .OA.tu.FHJL1.B.XX [3,706,266,710]
record-header: = PMS LOC 00 01 02 03 04 05 06 07 08 09 0A 0B 0C 0D 0E 0F [3,690,114,694]
record-header: = PMS LOC 00 01 02 03 04 05 06 07 08 09 0A 0B 0C 0D 0E 0F [3,852,114,856]
hex-row: 00 01 02 03 04 05 06 07 08 09 0A 0B 0C 0D 0E 0F 10 11 12 13 14 15 16 17 18 19 1A 1B 1C 1D 1E 1F PRI! .OA.tu.FHJL1.B.XX [3,428,266,431]
record-header: = PMS LOC 00 01 02 03 04 05 06 07 08 09 0A 0B 0C 0D 0E 0F [3,638,114,642]
hex-row: 00 01 02 03 04 05 06 07 08 09 0A 0B 0C 0D 0E 0F 10 11 12 13 14 15 16 17 18 19 1A 1B 1C 1D 1E 1F PRI! .OA.tu.FHJL1.B.XX [3,927,266,930]
hex-row: 00 01 02 03 04 05 06 07 08 09 0A 0B 0C 0D 0E 0F 10 11 12 13 14 15 16 17 18 19 1A 1B 1C 1D 1E 1F PRI! .OA.tu.FHJL1.B.XX [3,330,266,334]
hex-row: 00 01 02 03 04 05 06 07 08 09 0A 0B 0C 0D 0E 0F 10 11 12 13 14 15 16 17 18 19 1A 1B 1C 1D 1E 1F PRI! .OA.tu.FHJL1.B.XX [3,612,266,616]
record-header: =PMS-ID LOC 00 01 02 03 04 05 06 07 08 09 0A 0B 0C 0D 0E 0F [3,512,114,515]
hex-row: 00 01 02 03 04 05 06 07 08 09 0A 0B 0C 0D 0E 0F 10 11 12 13 14 15 16 17 18 19 1A 1B 1C 1D 1E 1F PRI! .OA.tu.FHJL1.B.XX [3,794,266,798]
hex-row: 00 01 02 03 04 05 06 07 08 09 0A 0B 0C 0D 0E 0F 10 11 12 13 14 15 16 17 18 19 1A 1B 1C 1D 1E 1F PRI! .OA.tu.FHJL1.B.XX [3,288,266,292]
hex-row: 00 01 02 03 04 05 06 07 08 09 0A 0B 0C 0D 0E 0F 10 11 12 13 14 15 16 17 18 19 1A 1B 1C 1D 1E 1F PRI! .OA.tu.FHJL1.B.XX [3,836,266,840]
hex-row: 00 01 02 03 04 05 06 07 08 09 0A 0B 0C 0D 0E 0F 10 11 12 13 14 15 16 17 18 19 1A 1B 1C 1D 1E 1F PRI! .OA.tu.FHJL1.B.XX [3,359,266,363]
hex-row: 00 01 02 03 04 05 06 07 08 09 0A 0B 0C 0D 0E 0F 10 11 12 13 14 15 16 17 18 19 1A 1B 1C 1D 1E 1F PRI! .OA.tu.FHJL1.B.XX [3,667,266,671]
hex-row: 00 01 02 03 04 05 06 07 08 09 0A 0B 0C 0D 0E 0F 10 11 12 13 14 15 16 17 18 19 1A 1B 1C 1D 1E 1F PRI! .OA.tu.FHJL1.B.XX [3,148,266,152]
hex-row: 00 01 02 03 04 05 06 07 08 09 0A 0B 0C 0D 0E 0F 10 11 12 13 14 15 16 17 18 19 1A 1B 1C 1D 1E 1F PRI! .OA.tu.FHJL1.B.XX [3,937,266,940]
hex-row: 00 01 02 03 04 05 06 07 08 09 0A 0B 0C 0D 0E 0F 10 11 12 13 14 15 16 17 18 19 1A 1B 1C 1D 1E 1F PRI! .OA.tu.FHJL1.B.XX [3,151,266,155]
hex-row: 00 01 02 03 04 05 06 07 08 09 0A 0B 0C 0D 0E 0F 10 11 12 13 14 15 16 17 18 19 1A 1B 1C 1D 1E 1F PRI! .OA.tu.FHJL1.B.XX [3,142,266,145]
record-header: =CCV LOC 00 01 02 03 04 05 06 07 08 09 0A 0B 0C 0D 0E 0F [3,272,114,275]
hex-row: 00 01 02 03 04 05 06 07 08 09 0A 0B 0C 0D 0E 0F 10 11 12 13 14 15 16 17 18 19 1A 1B 1C 1D 1E 1F PRI! .OA.tu.FHJL1.B.XX [3,171,266,175]
hex-row: 00 01 02 03 04 05 06 07 08 09 0A 0B 0C 0D 0E 0F 10 11 12 13 14 15 16 17 18 19 1A 1B 1C 1D 1E 1F PRI! .OA.tu.FHJL1.B.XX [3,713,266,717]
record-header: =ERCHRT LOC 00 01 02 03 04 05 06 07 08 09 0A 0B 0C 0D 0E 0F [3,924,114,927]
hex-row: 00 01 02 03 04 05 06 07 08 09 0A 0B 0C 0D 0E 0F 10 11 12 13 14 15 16 17 18 19 1A 1B 1C 1D 1E 1F PRI! .OA.tu.FHJL1.B.XX [3,239,266,243]
hex-row: 00 01 02 03 04 05 06 07 08 09 0A 0B 0C 0D 0E 0F 10 11 12 13 14 15 16 17 18 19 1A 1B 1C 1D 1E 1F PRI! .OA.tu.FHJL1.B.XX [3,554,266,557]
hex-row: 00 01 02 03 04 05 06 07 08 09 0A 0B 0C 0D 0E 0F 10 11 12 13 14 15 16 17 18 19 1A 1B 1C 1D 1E 1F PRI! .OA.tu.FHJL1.B.XX [3,726,266,730]
hex-row: 00 01 02 03 04 05 06 07 08 09 0A 0B 0C 0D 0E 0F 10 11 12 13 14 15 16 17 18 19 1A 1B 1C 1D 1E 1F PRI! .OA.tu.FHJL1.B.XX [3,492,266,496]
hex-row: 00 01 02 03 04 05 06 07 08 09 0A 0B 0C 0D 0E 0F 10 11 12 13 14 15 16 17 18 19 1A 1B 1C 1D 1E 1F PRI! .OA.tu.FHJL1.B.XX [3,700,266,703]
hex-row: 00 01 02 03 04 05 06 07 08 09 0A 0B 0C 0D 0E 0F 10 11 12 13 14 15 16 17 18 19 1A 1B 1C 1D 1E 1F PRI! .OA.tu.FHJL1.B.XX [3,505,266,509]
hex-row: 00 01 02 03 04 05 06 07 08 09 0A 0B 0C 0D 0E 0F 10 11 12 13 14 15 16 17 18 19 1A 1B 1C 1D 1E 1F PRI! .OA.tu.FHJL1.B.XX [3,878,266,882]
hex-row: 00 01 02 03 04 05 06 07 08 09 0A 0B 0C 0D 0E 0F 10 11 12 13 14 15 16 17 18 19 1A 1B 1C 1D 1E 1F PRI! .OA.tu.FHJL1.B.XX [3,194,266,197]
hex-row: 00 01 02 03 04 05 06 07 08 09 0A 0B 0C 0D 0E 0F 10 11 12 13 14 15 16 17 18 19 1A 1B 1C 1D 1E 1F PRI! .OA.tu.FHJL1.B.XX [3,609,266,613]
comment-line: The information in this PMSI applies to the following device to within an NOP bracket is received or another PRIM is received. [9,43,220,46]
hex-row: 00 01 02 03 04 05 06 07 08 09 0A 0B 0C 0D 0E 0F 10 11 12 13 14 15 16 17 18 19 1A 1B 1C 1D 1E 1F PRI! .OA.tu.FHJL1.B.XX [3,473,266,477]
hex-row: 00 01 02 03 04 05 06 07 08 09 0A 0B 0C 0D 0E 0F 10 11 12 13 14 15 16 17 18 19 1A 1B 1C 1D 1E 1F PRI! .OA.tu.FHJL1.B.XX [3,353,266,357]
hex-row: 00 01 02 03 04 05 06 07 08 09 0A 0B 0C 0D 0E 0F 10 11 12 13 14 15 16 17 18 19 1A 1B 1C 1D 1E 1F PRI! .OA.tu.FHJL1.B.XX [3,291,266,295]
hex-row: 00 01 02 03 04 05 06 07 08 09 0A 0B 0C 0D 0E 0F 10 11 12 13 14 15 16 17 18 19 1A 1B 1C 1D 1E 1F PRI! .OA.tu.FHJL1.B.XX [3,856,266,859]
comment-line: PMSI is a PRIM (Peripheral Data Information Record) - It can be found in the data by searching for "4E 53" [9,13,187,17]
hex-row: 00 01 02 03 04 05 06 07 08 09 0A 0B 0C 0D 0E 0F 10 11 12 13 14 15 16 17 18 19 1A 1B 1C 1D 1E 1F PRI! .OA.tu.FHJL1.B.XX [3,907,266,911]
hex-row: 00 01 02 03 04 05 06 07 08 09 0A 0B 0C 0D 0E 0F 10 11 12 13 14 15 16 17 18 19 1A 1B 1C 1D 1E 1F PRI! .OA.tu.FHJL1.B.XX [3,404,266,408]
hex-row: 00 01 02 03 04 05 06 07 08 09 0A 0B 0C 0D 0E 0F 10 11 12 13 14 15 16 17 18 19 1A 1B 1C 1D 1E 1F PRI! .OA.tu.FHJL1.B.XX [3,456,266,460]
record-header: = PMS LOC 00 01 02 03 04 05 06 07 08 09 0A 0B 0C 0D 0E 0F [3,83,114,87]
hex-row: 00 01 02 03 04 05 06 07 08 09 0A 0B 0C 0D 0E 0F 10 11 12 13 14 15 16 17 18 19 1A 1B 1C 1D 1E 1F PRI! .OA.tu.FHJL1.B.XX [3,327,266,330]
hex-row: 00 01 02 03 04 05 06 07 08 09 0A 0B 0C 0D 0E 0F 10 11 12 13 14 15 16 17 18 19 1A 1B 1C 1D 1E 1F PRI! .OA.tu.FHJL1.B.XX [3,382,266,385]
hex-row: 00 01 02 03 04 05 06 07 08 09 0A 0B 0C 0D 0E 0F 10 11 12 13 14 15 16 17 18 19 1A 1B 1C 1D 1E 1F PRI! .OA.tu.FHJL1.B.XX [3,333,266,337]
hex-row: 00 01 02 03 04 05 06 07 08 09 0A 0B 0C 0D 0E 0F 10 11 12 13 14 15 16 17 18 19 1A 1B 1C 1D 1E 1F PRI! .OA.tu.FHJL1.B.XX [3,684,266,687]
comment-line: The last line has the SYM name. CTRNSHU [9,26,162,30]
hex-row: 00 01 02 03 04 05 06 07 08 09 0A 0B 0C 0D 0E 0F 10 11 12 13 14 15 16 17 18 19 1A 1B 1C 1D 1E 1F PRI! .OA.tu.FHJL1.B.XX [3,246,266,249]
hex-row: 00 01 02 03 04 05 06 07 08 09 0A 0B 0C 0D 0E 0F 10 11 12 13 14 15 16 17 18 19 1A 1B 1C 1D 1E 1F PRI! .OA.tu.FHJL1.B.XX [3,155,266,159]
hex-row: 00 01 02 03 04 05 06 07 08 09 0A 0B 0C 0D 0E 0F 10 11 12 13 14 15 16 17 18 19 1A 1B 1C 1D 1E 1F PRI! .OA.tu.FHJL1.B.XX [3,249,266,252]
hex-row: 00 01 02 03 04 05 06 07 08 09 0A 0B 0C 0D 0E 0F 10 11 12 13 14 15 16 17 18 19 1A 1B 1C 1D 1E 1F PRI! .OA.tu.FHJL1.B.XX [3,184,266,188]
hex-row: 00 01 02 03 04 05 06 07 08 09 0A 0B 0C 0D 0E 0F 10 11 12 13 14 15 16 17 18 19 1A 1B 1C 1D 1E 1F PRI! .OA.tu.FHJL1.B.XX [3,314,266,317]
hex-row: 00 01 02 03 04 05 06 07 08 09 0A 0B 0C 0D 0E 0F 10 11 12 13 14 15 16 17 18 19 1A 1B 1C 1D 1E 1F PRI! .OA.tu.FHJL1.B.XX [3,703,266,707]
hex-row: 00 01 02 03 04 05 06 07 08 09 0A 0B 0C 0D 0E 0F 10 11 12 13 14 15 16 17 18 19 1A 1B 1C 1D 1E 1F PRI! .OA.tu.FHJL1.B.XX [3,677,266,681]
hex-row: 00 01 02 03 04 05 06 07 08 09 0A 0B 0C 0D 0E 0F 10 11 12 13 14 15 16 17 18 19 1A 1B 1C 1D 1E 1F PRI! .OA.tu.FHJL1.B.XX [3,123,266,126]
hex-row: 00 01 02 03 04 05 06 07 08 09 0A 0B 0C 0D 0E 0F 10 11 12 13 14 15 16 17 18 19 1A 1B 1C 1D 1E 1F PRI! .OA.tu.FHJL1.B.XX [3,58,266,61]
hex-row: 00 01 02 03 04 05 06 07 08 09 0A 0B 0C 0D 0E 0F 10 11 12 13 14 15 16 17 18 19 1A 1B 1C 1D 1E 1F PRI! .OA.tu.FHJL1.B.XX [3,882,266,885]
hex-row: 00 01 02 03 04 05 06 07 08 09 0A 0B 0C 0D 0E 0F 10 11 12 13 14 15 16 17 18 19 1A 1B 1C 1D 1E 1F PRI! .OA.tu.FHJL1.B.XX [3,262,266,265]
hex-row: 00 01 02 03 04 05 06 07 08 09 0A 0B 0C 0D 0E 0F 10 11 12 13 14 15 16 17 18 19 1A 1B 1C 1D 1E 1F PRI! .OA.tu.FHJL1.B.XX [3,252,266,256]
hex-row: 00 01 02 03 04 05 06 07 08 09 0A 0B 0C 0D 0E 0F 10 11 12 13 14 15 16 17 18 19 1A 1B 1C 1D 1E 1F PRI! .OA.tu.FHJL1.B.XX [3,229,266,233]
hex-row: 00 01 02 03 04 05 06 07 08 09 0A 0B 0C 0D 0E 0F 10 11 12 13 14 15 16 17 18 19 1A 1B 1C 1D 1E 1F PRI! .OA.tu.FHJL1.B.XX [3,859,266,862]
hex-row: 00 01 02 03 04 05 06 07 08 09 0A 0B 0C 0D 0E 0F 10 11 12 13 14 15 16 17 18 19 1A 1B 1C 1D 1E 1F PRI! .OA.tu.FHJL1.B.XX [3,90,266,94]
record-header: = PMS LOC 00 01 02 03 04 05 06 07 08 09 0A 0B 0C 0D 0E 0F [3,466,114,470]
hex-row: 00 01 02 03 04 05 06 07 08 09 0A 0B 0C 0D 0E 0F 10 11 12 13 14 15 16 17 18 19 1A 1B 1C 1D 1E 1F PRI! .OA.tu.FHJL1.B.XX [3,168,266,172]
hex-row: 00 01 02 03 04 05 06 07 08 09 0A 0B 0C 0D 0E 0F 10 11 12 13 14 15 16 17 18 19 1A 1B 1C 1D 1E 1F PRI! .OA.tu.FHJL1.B.XX [3,784,266,788]
header-line-1: > PMS-ID LOC 00 01 02 03 04 05 06 07 08 09 0A 0B 0C 0D 0E 0F PMSI INT RECORDINGS [3,2,164,5]
hex-row: 00 01 02 03 04 05 06 07 08 09 0A 0B 0C 0D 0E 0F 10 11 12 13 14 15 16 17 18 19 1A 1B 1C 1D 1E 1F PRI! .OA.tu.FHJL1.B.XX [3,810,266,814]
hex-row: 00 01 02 03 04 05 06 07 08 09 0A 0B 0C 0D 0E 0F 10 11 12 13 14 15 16 17 18 19 1A 1B 1C 1D 1E 1F PRI! .OA.tu.FHJL1.B.XX [3,596,266,600]
record-header: =PMS-IDCB LOC 00 01 02 03 04 05 06 07 08 09 0A 0B 0C 0D 0E 0F TSB2/MSCC [3,943,129,947]
hex-row: 00 01 02 03 04 05 06 07 08 09 0A 0B 0C 0D 0E 0F 10 11 12 13 14 15 16 17 18 19 1A 1B 1C 1D 1E 1F PRI! .OA.tu.FHJL1.B.XX [3,791,266,794]
hex-row: 00 01 02 03 04 05 06 07 08 09 0A 0B 0C 0D 0E 0F 10 11 12 13 14 15 16 17 18 19 1A 1B 1C 1D 1E 1F PRI! .OA.tu.FHJL1.B.XX [3,875,266,878]
hex-row: 00 01 02 03 04 05 06 07 08 09 0A 0B 0C 0D 0E 0F 10 11 12 13 14 15 16 17 18 19 1A 1B 1C 1D 1E 1F PRI! .OA.tu.FHJL1.B.XX [3,256,266,259]
hex-row: 00 01 02 03 04 05 06 07 08 09 0A 0B 0C 0D 0E 0F 10 11 12 13 14 15 16 17 18 19 1A 1B 1C 1D 1E 1F PRI! .OA.tu.FHJL1.B.XX [3,210,266,214]
hex-row: 00 01 02 03 04 05 06 07 08 09 0A 0B 0C 0D 0E 0F 10 11 12 13 14 15 16 17 18 19 1A 1B 1C 1D 1E 1F PRI! .OA.tu.FHJL1.B.XX [3,833,266,837]
hex-row: 00 01 02 03 04 05 06 07 08 09 0A 0B 0C 0D 0E 0F 10 11 12 13 14 15 16 17 18 19 1A 1B 1C 1D 1E 1F PRI! .OA.tu.FHJL1.B.XX [3,946,266,950]
hex-row: 00 01 02 03 04 05 06 07 08 09 0A 0B 0C 0D 0E 0F 10 11 12 13 14 15 16 17 18 19 1A 1B 1C 1D 1E 1F PRI! .OA.tu.FHJL1.B.XX [3,547,266,551]
hex-row: 00 01 02 03 04 05 06 07 08 09 0A 0B 0C 0D 0E 0F 10 11 12 13 14 15 16 17 18 19 1A 1B 1C 1D 1E 1F PRI! .OA.tu.FHJL1.B.XX [3,768,266,772]
hex-row: 00 01 02 03 04 05 06 07 08 09 0A 0B 0C 0D 0E 0F 10 11 12 13 14 15 16 17 18 19 1A 1B 1C 1D 1E 1F PRI! .OA.tu.FHJL1.B.XX [3,129,266,132]
record-header: = DeCTRST LOC 00 01 02 03 04 05 06 07 08 09 0A 0B 0C 0D 0E 0F [3,953,114,957]
hex-row: 00 01 02 03 04 05 06 07 08 09 0A 0B 0C 0D 0E 0F 10 11 12 13 14 15 16 17 18 19 1A 1B 1C 1D 1E 1F PRI! .OA.tu.FHJL1.B.XX [3,564,266,567]
hex-row: 00 01 02 03 04 05 06 07 08 09 0A 0B 0C 0D 0E 0F 10 11 12 13 14 15 16 17 18 19 1A 1B 1C 1D 1E 1F PRI! .OA.tu.FHJL1.B.XX [3,324,266,327]
hex-row: 00 01 02 03 04 05 06 07 08 09 0A 0B 0C 0D 0E 0F 10 11 12 13 14 15 16 17 18 19 1A 1B 1C 1D 1E 1F PRI! .OA.tu.FHJL1.B.XX [3,174,266,178]
